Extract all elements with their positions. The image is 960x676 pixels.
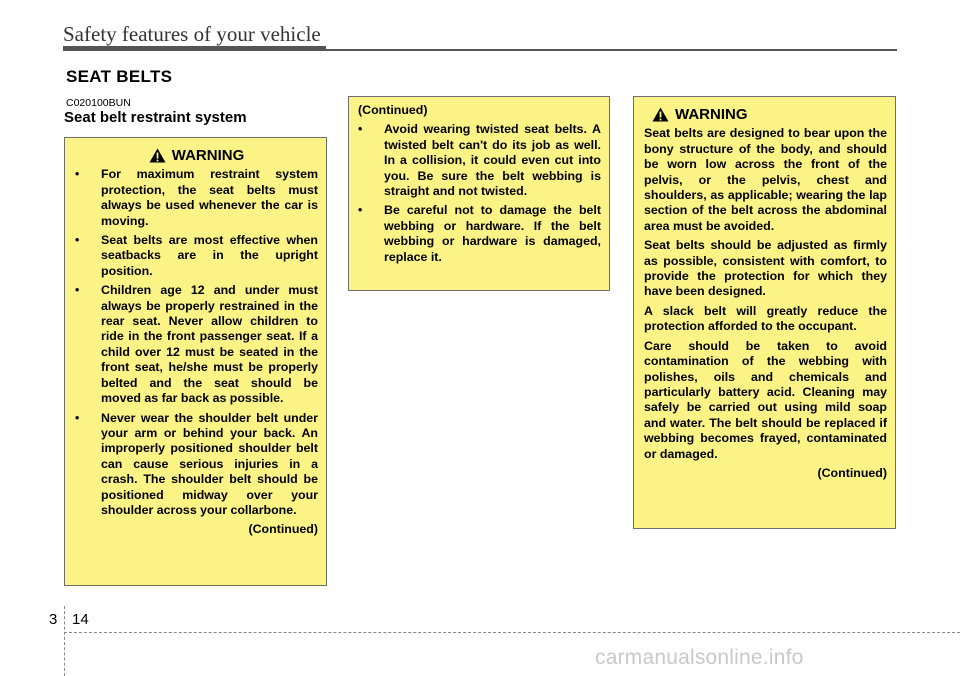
list-item: • Never wear the shoulder belt under your arm or behind your back. An improperly positioned shoulder belt can cause serious injuries in a crash. The shoulder belt should be positioned midway over your shoulder across your collarbone. (75, 411, 318, 519)
section-code: C020100BUN (66, 97, 131, 109)
warning-paragraph: Seat belts should be adjusted as firmly as possible, consistent with comfort, to provide the protection for which they have been designed. (644, 238, 887, 299)
warning-box-2 (348, 96, 610, 291)
warning-triangle-icon (149, 148, 166, 163)
section-subtitle: Seat belt restraint system (64, 109, 247, 126)
warning-box-3 (633, 96, 896, 529)
list-item: • Children age 12 and under must always be properly restrained in the rear seat. Never allow children to ride in the front passenger seat. If a child over 12 must be seated in the front seat, he/she must be properly belted and the seat should be moved as far back as possible. (75, 283, 318, 406)
continued-label: (Continued) (248, 522, 318, 537)
page-number: 14 (72, 611, 89, 628)
header-rule-thick (63, 46, 326, 51)
header-rule-thin (326, 49, 897, 51)
warning-list (358, 122, 601, 265)
section-title: SEAT BELTS (66, 67, 173, 86)
header-title: Safety features of your vehicle (63, 22, 321, 46)
list-item: • Avoid wearing twisted seat belts. A twisted belt can't do its job as well. In a collision, it could even cut into you. Be sure the belt webbing is straight and not twisted. (358, 122, 601, 199)
warning-title: WARNING (675, 106, 748, 123)
list-item: • For maximum restraint system protection, the seat belts must always be used whenever the car is moving. (75, 167, 318, 229)
list-item: • Seat belts are most effective when seatbacks are in the upright position. (75, 233, 318, 279)
warning-list (75, 167, 318, 518)
warning-triangle-icon (652, 107, 669, 122)
continued-label: (Continued) (817, 465, 887, 480)
warning-box-1 (64, 137, 327, 586)
watermark: carmanualsonline.info (595, 646, 804, 669)
warning-title: WARNING (171, 147, 245, 164)
warning-paragraph: A slack belt will greatly reduce the protection afforded to the occupant. (644, 303, 887, 334)
footer-divider-horizontal (64, 632, 960, 633)
list-item: • Be careful not to damage the belt webbing or hardware. If the belt webbing or hardware is damaged, replace it. (358, 203, 601, 265)
chapter-number: 3 (49, 611, 58, 628)
continued-label: (Continued) (358, 103, 428, 117)
warning-paragraph: Seat belts are designed to bear upon the bony structure of the body, and should be worn low across the front of the pelvis, or the pelvis, chest and shoulders, as applicable; wearing the lap section of the belt across the abdominal area must be avoided. (644, 126, 887, 233)
warning-paragraph: Care should be taken to avoid contamination of the webbing with polishes, oils and chemicals and particularly battery acid. Cleaning may safely be carried out using mild soap and water. The belt should be replaced if webbing becomes frayed, contaminated or damaged. (644, 338, 887, 461)
warning-heading (75, 148, 318, 163)
footer-divider-vertical (64, 606, 65, 676)
warning-heading (644, 107, 887, 122)
